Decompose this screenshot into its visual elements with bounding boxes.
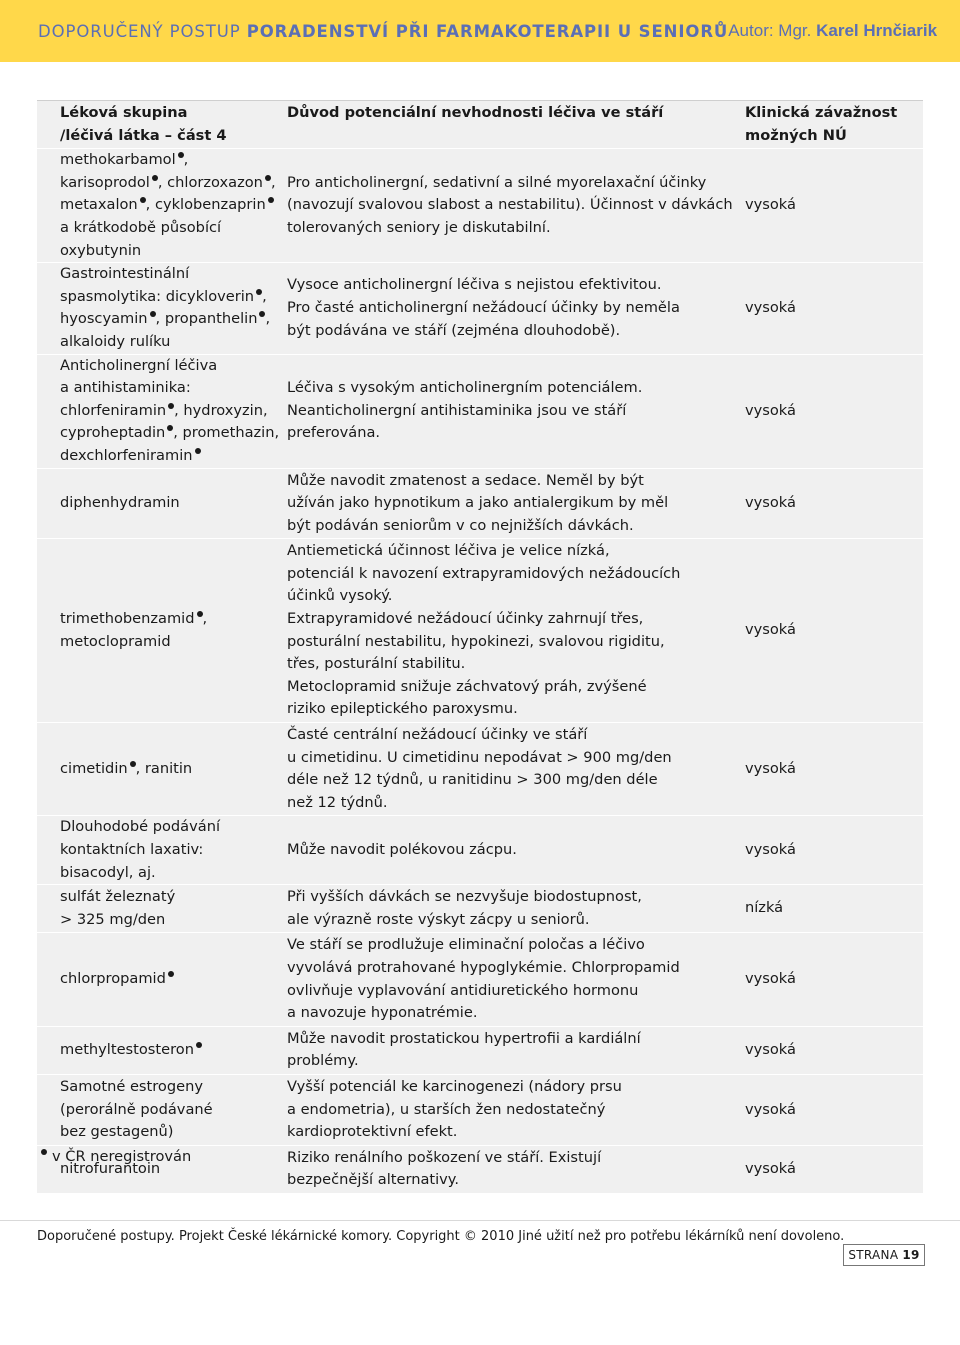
drug-line — [60, 445, 287, 468]
drug-line: a antihistaminika: — [60, 379, 191, 397]
reason-cell — [287, 816, 744, 884]
reason-line: preferována. — [287, 424, 381, 442]
reason-line: Pro časté anticholinergní nežádoucí účinky by neměla — [287, 299, 680, 317]
table-row — [37, 816, 923, 885]
page-header — [0, 0, 960, 62]
drug-cell — [37, 263, 287, 353]
table-row — [37, 539, 923, 723]
author-name: Karel Hrnčiarik — [816, 21, 938, 40]
reason-line: vyvolává protrahované hypoglykémie. Chlorpropamid — [287, 958, 680, 976]
drug-line — [60, 172, 287, 195]
table-row — [37, 469, 923, 540]
reason-line: u cimetidinu. U cimetidinu nepodávat > 900 mg/den — [287, 748, 672, 766]
drug-table — [37, 100, 923, 1194]
reason-cell — [287, 263, 744, 353]
severity-cell: vysoká — [745, 1100, 796, 1118]
drug-text: , — [202, 610, 208, 628]
table-row — [37, 933, 923, 1026]
table-header-row — [37, 101, 923, 149]
reason-line: než 12 týdnů. — [287, 793, 388, 811]
author — [728, 21, 937, 41]
column-header-reason: Důvod potenciální nevhodnosti léčiva ve stáří — [287, 104, 664, 121]
drug-cell — [37, 355, 287, 468]
drug-cell — [37, 933, 287, 1025]
drug-line — [60, 422, 287, 445]
drug-line: Anticholinergní léčiva — [60, 356, 218, 374]
reason-line: potenciál k navození extrapyramidových nežádoucích — [287, 564, 681, 582]
drug-text: chlorpropamid — [60, 970, 166, 988]
reason-line: posturální nestabilitu, hypokinezi, svalovou rigiditu, — [287, 632, 665, 650]
drug-line: Samotné estrogeny — [60, 1077, 203, 1095]
page-number: 19 — [902, 1248, 920, 1262]
drug-text: , propanthelin — [155, 310, 258, 328]
reason-cell — [287, 933, 744, 1025]
drug-line: bisacodyl, aj. — [60, 863, 156, 881]
footnote — [41, 1148, 191, 1165]
reason-line: Antiemetická účinnost léčiva je velice nízká, — [287, 542, 610, 560]
drug-cell — [37, 816, 287, 884]
reason-line: tolerovaných seniory je diskutabilní. — [287, 218, 551, 236]
drug-text: , chlorzoxazon — [157, 173, 263, 191]
reason-line: Extrapyramidové nežádoucí účinky zahrnují třes, — [287, 610, 644, 628]
reason-cell — [287, 149, 744, 262]
column-header-severity — [744, 101, 923, 148]
drug-line: oxybutynin — [60, 241, 142, 259]
drug-cell — [37, 149, 287, 262]
drug-text: , — [265, 310, 271, 328]
reason-line: Léčiva s vysokým anticholinergním potenciálem. — [287, 379, 643, 397]
drug-line: Dlouhodobé podávání — [60, 818, 221, 836]
severity-cell: vysoká — [745, 401, 796, 419]
reason-cell — [287, 469, 744, 539]
severity-cell: vysoká — [745, 841, 796, 858]
unregistered-marker-icon — [168, 971, 174, 977]
severity-cell: nízká — [745, 899, 784, 917]
drug-line: alkaloidy rulíku — [60, 332, 171, 350]
reason-line: bezpečnější alternativy. — [287, 1171, 459, 1189]
reason-line: Může navodit prostatickou hypertrofii a kardiální — [287, 1029, 641, 1047]
drug-cell — [37, 1027, 287, 1074]
reason-line: Může navodit polékovou zácpu. — [287, 841, 517, 858]
drug-text: chlorfeniramin — [60, 401, 167, 419]
reason-line: (navozují svalovou slabost a nestabilitu). Účinnost v dávkách — [287, 196, 733, 214]
column-header-drug-line: /léčivá látka – část 4 — [60, 126, 227, 144]
table-row — [37, 1027, 923, 1075]
drug-line: bez gestagenů) — [60, 1123, 174, 1141]
reason-cell — [287, 539, 744, 722]
reason-line: a endometria), u starších žen nedostatečný — [287, 1100, 606, 1118]
drug-line — [60, 1039, 287, 1062]
reason-line: Vyšší potenciál ke karcinogenezi (nádory prsu — [287, 1077, 622, 1095]
drug-line — [60, 968, 287, 991]
table-row — [37, 1075, 923, 1146]
drug-text: cimetidin — [60, 759, 128, 777]
severity-cell: vysoká — [745, 1041, 796, 1059]
unregistered-marker-icon — [178, 152, 184, 158]
reason-line: Vysoce anticholinergní léčiva s nejistou efektivitou. — [287, 276, 662, 294]
reason-line: Metoclopramid snižuje záchvatový práh, zvýšené — [287, 677, 647, 695]
drug-line — [60, 400, 287, 423]
severity-cell: vysoká — [745, 1160, 796, 1178]
unregistered-marker-icon — [268, 197, 274, 203]
drug-text: dexchlorfeniramin — [60, 446, 193, 464]
drug-cell — [37, 1075, 287, 1145]
drug-text: methyltestosteron — [60, 1041, 194, 1059]
footnote-text: v ČR neregistrován — [52, 1148, 192, 1165]
unregistered-marker-icon — [41, 1149, 47, 1155]
table-row — [37, 355, 923, 469]
column-header-severity-line: možných NÚ — [745, 126, 847, 144]
drug-text: karisoprodol — [60, 173, 150, 191]
drug-line: Gastrointestinální — [60, 265, 190, 283]
reason-line: déle než 12 týdnů, u ranitidinu > 300 mg/den déle — [287, 771, 658, 789]
drug-text: metaxalon — [60, 196, 138, 214]
column-header-drug — [37, 101, 287, 148]
drug-line: methokarbamol , — [60, 151, 189, 169]
title-prefix: DOPORUČENÝ POSTUP — [38, 21, 241, 41]
severity-cell: vysoká — [745, 970, 796, 988]
drug-line: > 325 mg/den — [60, 910, 166, 928]
drug-line: diphenhydramin — [60, 494, 180, 512]
drug-text: hyoscyamin — [60, 310, 148, 328]
reason-line: Riziko renálního poškození ve stáří. Existují — [287, 1148, 602, 1166]
drug-text: , promethazin, — [173, 424, 280, 442]
drug-line — [60, 286, 287, 309]
reason-line: Pro anticholinergní, sedativní a silné myorelaxační účinky — [287, 173, 707, 191]
severity-cell: vysoká — [745, 759, 796, 777]
table-row — [37, 885, 923, 933]
author-label: Autor: Mgr. — [728, 21, 812, 40]
reason-line: Při vyšších dávkách se nezvyšuje biodostupnost, — [287, 888, 642, 906]
drug-text: , cyklobenzaprin — [145, 196, 266, 214]
reason-cell — [287, 885, 744, 932]
reason-line: kardioprotektivní efekt. — [287, 1123, 458, 1141]
reason-line: riziko epileptického paroxysmu. — [287, 700, 518, 718]
reason-line: Může navodit zmatenost a sedace. Neměl by být — [287, 471, 644, 489]
reason-cell — [287, 1146, 744, 1193]
reason-cell — [287, 1075, 744, 1145]
reason-line: být podávána ve stáří (zejména dlouhodobě). — [287, 321, 621, 339]
drug-line — [60, 608, 287, 631]
reason-line: třes, posturální stabilitu. — [287, 655, 466, 673]
drug-text: , — [270, 173, 276, 191]
drug-cell — [37, 723, 287, 815]
column-header-severity-line: Klinická závažnost — [745, 104, 898, 121]
reason-cell — [287, 1027, 744, 1074]
drug-line: (perorálně podávané — [60, 1100, 213, 1118]
title-main: PORADENSTVÍ PŘI FARMAKOTERAPII U SENIORŮ — [246, 21, 729, 41]
document-title — [38, 22, 728, 41]
footer-divider — [0, 1220, 960, 1221]
reason-line: problémy. — [287, 1052, 359, 1070]
drug-line — [60, 758, 287, 781]
drug-cell — [37, 539, 287, 722]
column-header-drug-line: Léková skupina — [60, 104, 188, 121]
reason-cell — [287, 355, 744, 468]
reason-line: užíván jako hypnotikum a jako antialergikum by měl — [287, 494, 669, 512]
drug-cell — [37, 885, 287, 932]
reason-line: ale výrazně roste výskyt zácpy u seniorů. — [287, 910, 590, 928]
page-label: STRANA — [848, 1248, 899, 1262]
drug-line: kontaktních laxativ: — [60, 841, 204, 858]
severity-cell: vysoká — [745, 494, 796, 512]
drug-line: metoclopramid — [60, 632, 171, 650]
drug-text: trimethobenzamid — [60, 610, 195, 628]
severity-cell: vysoká — [745, 299, 796, 317]
reason-line: účinků vysoký. — [287, 587, 393, 605]
reason-cell — [287, 723, 744, 815]
severity-cell: vysoká — [745, 621, 796, 639]
drug-line: a krátkodobě působící — [60, 218, 222, 236]
reason-line: Neanticholinergní antihistaminika jsou ve stáří — [287, 401, 627, 419]
table-row — [37, 149, 923, 263]
drug-cell — [37, 469, 287, 539]
unregistered-marker-icon — [195, 448, 201, 454]
footer-copyright: Doporučené postupy. Projekt České lékárnické komory. Copyright © 2010 Jiné užití než pro potřebu lékárníků není dovoleno. — [37, 1229, 845, 1244]
drug-text: cyproheptadin — [60, 424, 166, 442]
drug-line — [60, 194, 287, 217]
unregistered-marker-icon — [196, 1042, 202, 1048]
severity-cell: vysoká — [745, 196, 796, 214]
drug-text: spasmolytika: dicykloverin — [60, 287, 255, 305]
reason-line: Časté centrální nežádoucí účinky ve stáří — [287, 726, 588, 744]
drug-line: nitrofurantoin — [60, 1160, 161, 1178]
drug-text: methokarbamol — [60, 151, 176, 169]
reason-line: ovlivňuje vyplavování antidiuretického hormonu — [287, 981, 639, 999]
reason-line: Ve stáří se prodlužuje eliminační poločas a léčivo — [287, 936, 645, 954]
table-row — [37, 263, 923, 354]
table-row — [37, 723, 923, 816]
reason-line: být podáván seniorům v co nejnižších dávkách. — [287, 516, 634, 534]
drug-text: , ranitin — [135, 759, 193, 777]
reason-line: a navozuje hyponatrémie. — [287, 1004, 478, 1022]
drug-line: sulfát železnatý — [60, 888, 176, 906]
drug-line — [60, 308, 287, 331]
drug-text: , hydroxyzin, — [174, 401, 268, 419]
drug-text: , — [262, 287, 267, 305]
page-number-box — [843, 1244, 925, 1266]
